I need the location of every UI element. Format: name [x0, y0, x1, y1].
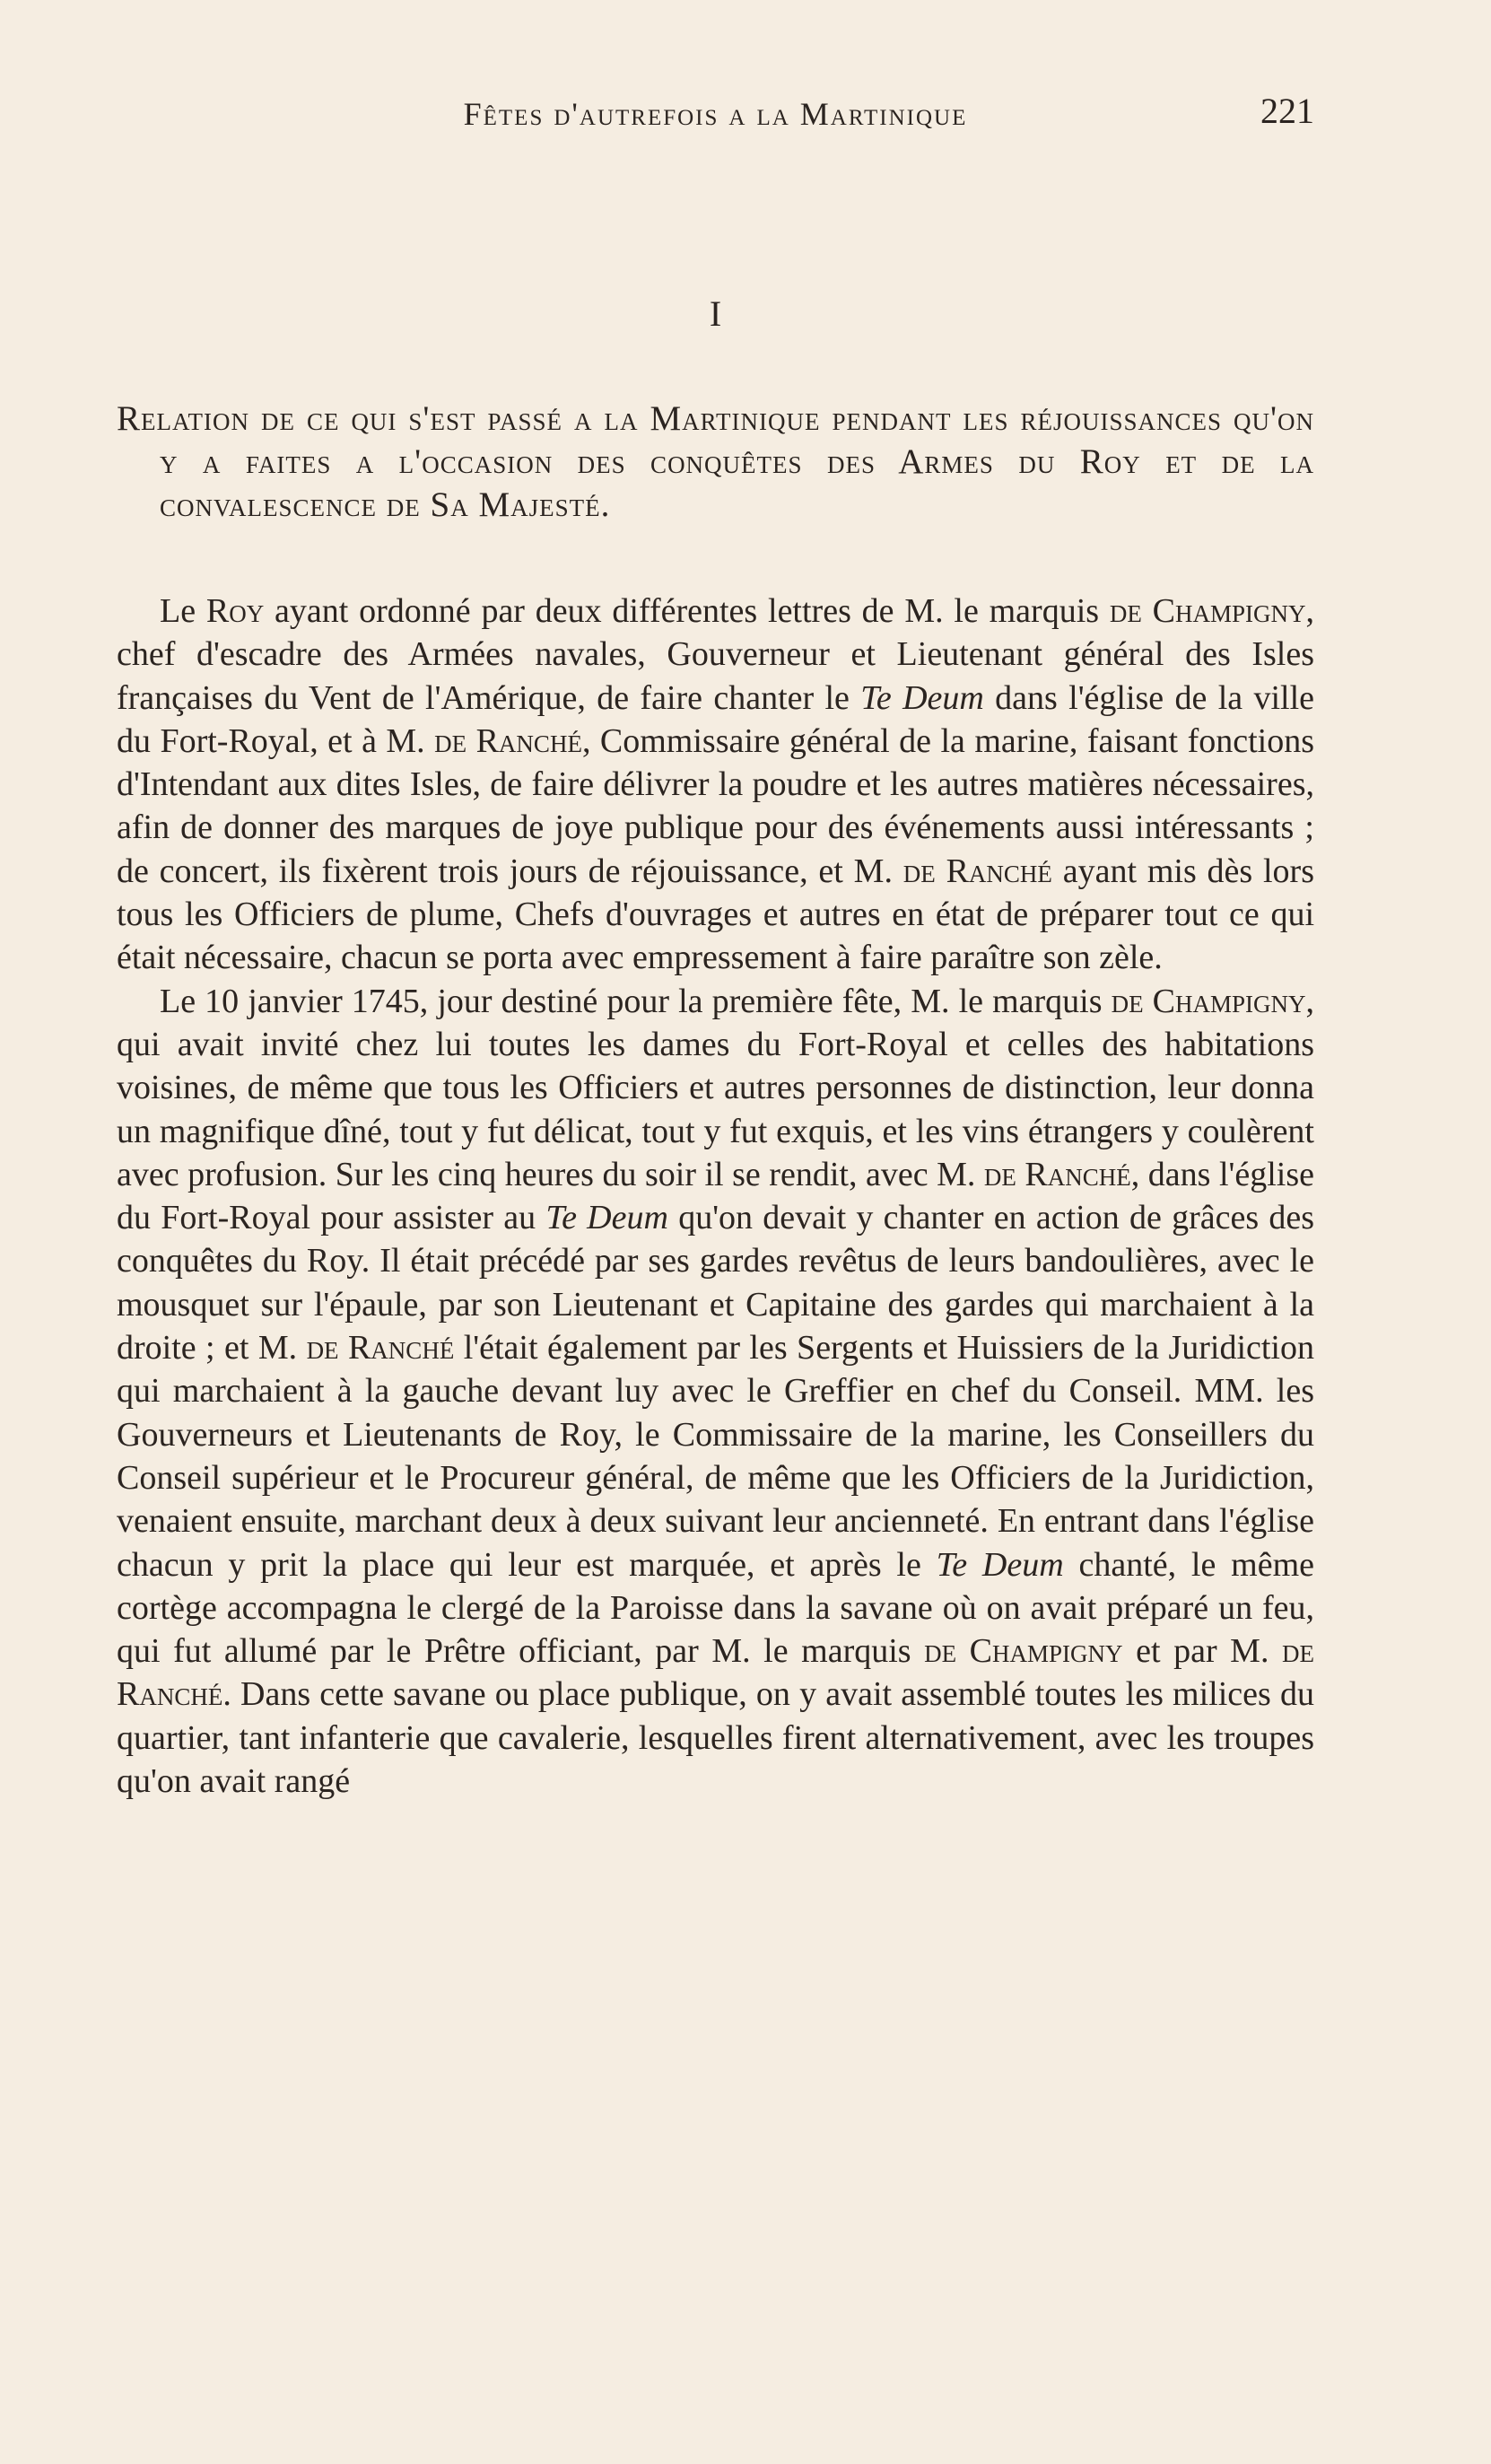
text-run: ayant ordonné par deux différentes lettres de M. le marquis — [264, 592, 1110, 630]
proper-name: de Ranché — [117, 1632, 1314, 1714]
running-head — [117, 86, 1314, 140]
proper-name: de Ranché — [306, 1329, 455, 1367]
proper-name: de Champigny — [924, 1632, 1123, 1671]
text-run: dans l'église de la ville du Fort-Royal, et à M. — [117, 678, 1314, 760]
proper-name: de Champigny — [1111, 982, 1306, 1020]
proper-name: Roy — [205, 592, 265, 630]
title-italic: Te Deum — [936, 1545, 1064, 1584]
proper-name: de Champigny — [1109, 592, 1306, 630]
text-run: chanté, le même cortège accompagna le clergé de la Paroisse dans la savane où on avait préparé un feu, qui fut allumé par le Prêtre officiant, par M. le marquis — [117, 1545, 1314, 1671]
proper-name: de Ranché — [902, 852, 1052, 890]
text-run: , dans l'église du Fort-Royal pour assister au — [117, 1155, 1314, 1237]
title-italic: Te Deum — [545, 1199, 668, 1237]
title-italic: Te Deum — [860, 678, 984, 717]
text-run: et par M. — [1122, 1632, 1282, 1671]
section-heading: Relation de ce qui s'est passé a la Martinique pendant les réjouissances qu'on y a faites a l'occasion des conquêtes des Armes du Roy et de la convalescence de Sa Majesté. — [117, 399, 1314, 524]
text-run: , qui avait invité chez lui toutes les dames du Fort-Royal et celles des habitations voisines, de même que tous les Officiers et autres personnes de distinction, leur donna un magnifique dîné, tout y fut délicat, tout y fut exquis, et les vins étrangers y coulèrent avec profusion. Sur les cinq heures du soir il se rendit, avec M. — [117, 982, 1314, 1193]
section-number: I — [709, 293, 722, 334]
proper-name: de Ranché — [983, 1155, 1131, 1193]
text-run: . Dans cette savane ou place publique, on y avait assemblé toutes les milices du quartier, tant infanterie que cavalerie, lesquelles firent alternativement, avec les troupes qu'on avait rangé — [117, 1675, 1314, 1801]
paragraph-1 — [117, 590, 1314, 980]
text-run: ayant mis dès lors tous les Officiers de plume, Chefs d'ouvrages et autres en état de préparer tout ce qui était nécessaire, chacun se porta avec empressement à faire paraître son zèle. — [117, 852, 1314, 977]
text-run: qu'on devait y chanter en action de grâces des conquêtes du Roy. Il était précédé par ses gardes revêtus de leurs bandoulières, avec le mousquet sur l'épaule, par son Lieutenant et Capitaine des gardes qui marchaient à la droite ; et M. — [117, 1199, 1315, 1367]
book-page — [117, 86, 1314, 1803]
page-number: 221 — [1260, 91, 1314, 131]
text-run: , chef d'escadre des Armées navales, Gouverneur et Lieutenant général des Isles françaises du Vent de l'Amérique, de faire chanter le — [117, 592, 1315, 717]
text-run: Le 10 janvier 1745, jour destiné pour la première fête, M. le marquis — [160, 982, 1112, 1020]
text-run: , Commissaire général de la marine, faisant fonctions d'Intendant aux dites Isles, de faire délivrer la poudre et les autres matières nécessaires, afin de donner des marques de joye publique pour des événements aussi intéressants ; de concert, ils fixèrent trois jours de réjouissance, et M. — [117, 721, 1314, 890]
proper-name: de Ranché — [434, 721, 582, 760]
text-run: Le — [160, 592, 206, 630]
running-title: Fêtes d'autrefois a la Martinique — [463, 96, 968, 132]
text-run: l'était également par les Sergents et Huissiers de la Juridiction qui marchaient à la gauche devant luy avec le Greffier en chef du Conseil. MM. les Gouverneurs et Lieutenants de Roy, le Commissaire de la marine, les Conseillers du Conseil supérieur et le Procureur général, de même que les Officiers de la Juridiction, venaient ensuite, marchant deux à deux suivant leur ancienneté. En entrant dans l'église chacun y prit la place qui leur est marquée, et après le — [117, 1329, 1314, 1584]
paragraph-2 — [117, 980, 1314, 1804]
body-text — [117, 590, 1314, 1803]
